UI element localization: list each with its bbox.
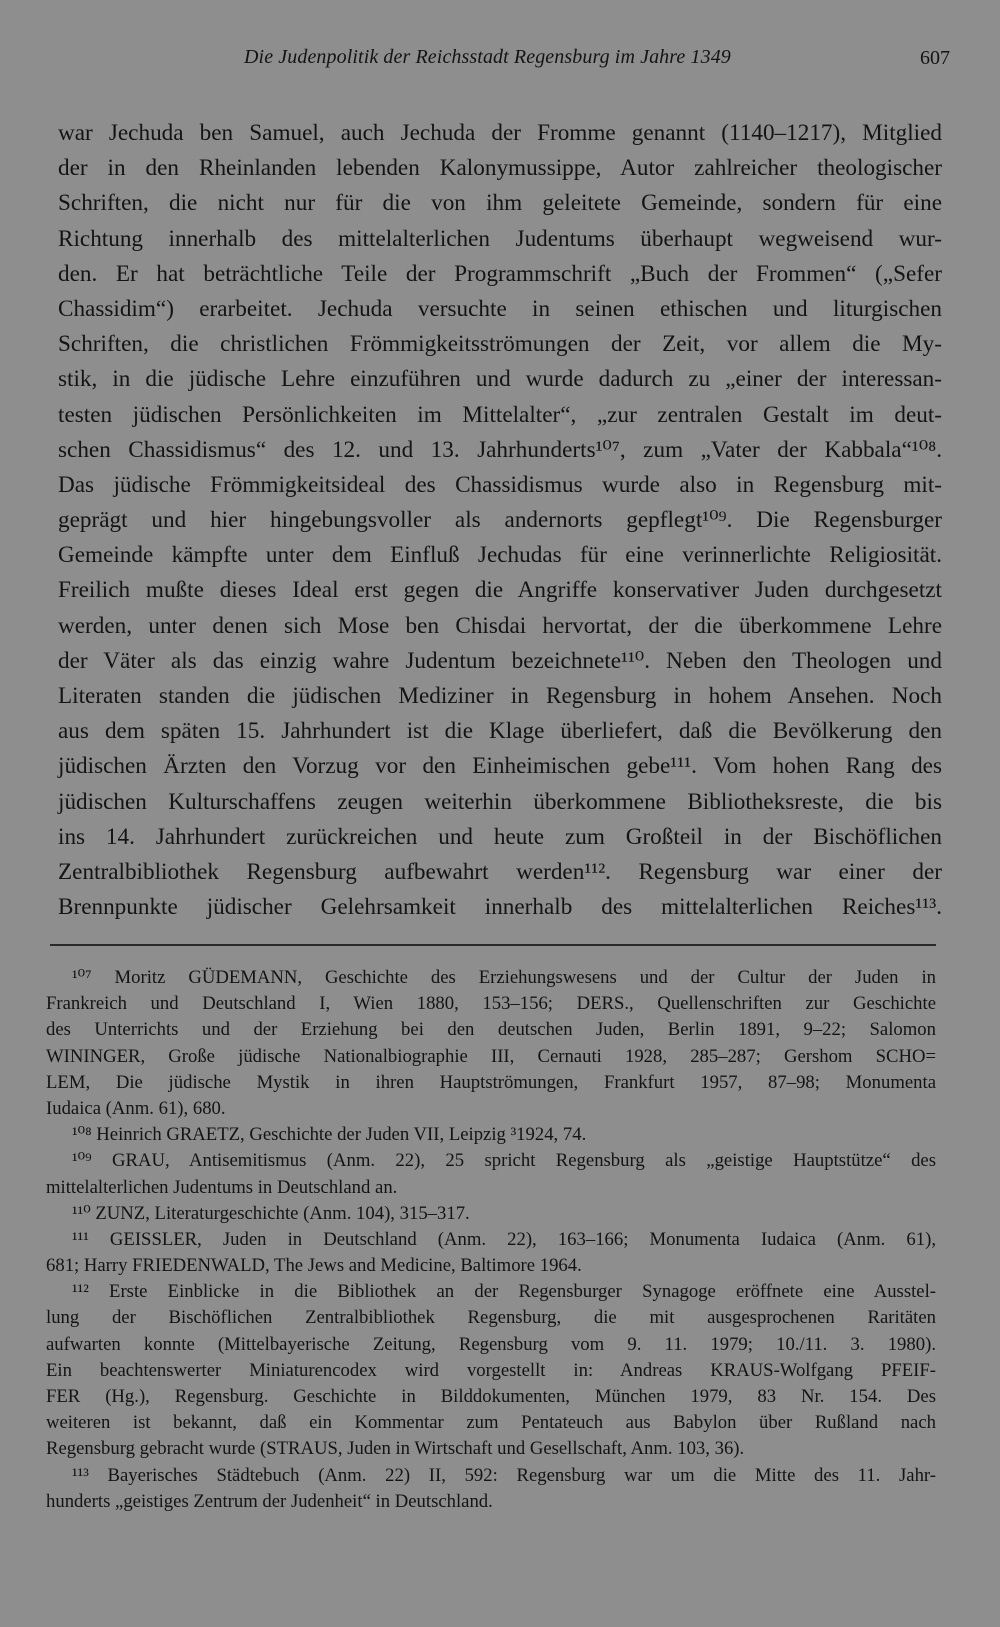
body-line: Zentralbibliothek Regensburg aufbewahrt werden¹¹². Regensburg war einer der xyxy=(58,858,942,885)
body-line: Richtung innerhalb des mittelalterlichen Judentums überhaupt wegweisend wur- xyxy=(58,225,942,252)
footnotes xyxy=(46,965,936,1515)
footnote-line: ¹⁰⁸ Heinrich GRAETZ, Geschichte der Juden VII, Leipzig ³1924, 74. xyxy=(72,1124,587,1146)
body-line: Chassidim“) erarbeitet. Jechuda versuchte in seinen ethischen und liturgischen xyxy=(58,295,942,322)
body-line: testen jüdischen Persönlichkeiten im Mittelalter“, „zur zentralen Gestalt im deut- xyxy=(58,401,942,428)
footnote-line: FER (Hg.), Regensburg. Geschichte in Bilddokumenten, München 1979, 83 Nr. 154. Des xyxy=(46,1386,936,1407)
footnote-line: Ein beachtenswerter Miniaturencodex wird vorgestellt in: Andreas KRAUS-Wolfgang PFEIF- xyxy=(46,1359,936,1381)
body-line: der Väter als das einzig wahre Judentum bezeichnete¹¹⁰. Neben den Theologen und xyxy=(58,647,942,674)
body-line: der in den Rheinlanden lebenden Kalonymussippe, Autor zahlreicher theologischer xyxy=(58,155,942,182)
footnote-line: LEM, Die jüdische Mystik in ihren Hauptströmungen, Frankfurt 1957, 87–98; Monumenta xyxy=(46,1071,936,1093)
footnote-line: Iudaica (Anm. 61), 680. xyxy=(46,1097,226,1119)
footnote-line: hunderts „geistiges Zentrum der Judenheit“ in Deutschland. xyxy=(46,1490,493,1512)
footnote-line: 681; Harry FRIEDENWALD, The Jews and Medicine, Baltimore 1964. xyxy=(46,1255,582,1277)
running-head xyxy=(0,46,1000,76)
body-line: Brennpunkte jüdischer Gelehrsamkeit innerhalb des mittelalterlichen Reiches¹¹³. xyxy=(58,894,942,921)
body-line: schen Chassidismus“ des 12. und 13. Jahrhunderts¹⁰⁷, zum „Vater der Kabbala“¹⁰⁸. xyxy=(58,436,942,463)
footnote-line: des Unterrichts und der Erziehung bei den deutschen Juden, Berlin 1891, 9–22; Salomon xyxy=(46,1019,936,1041)
footnote-line: ¹⁰⁹ GRAU, Antisemitismus (Anm. 22), 25 spricht Regensburg als „geistige Hauptstütze“ des xyxy=(72,1150,936,1172)
footnote-divider xyxy=(50,944,936,946)
footnote-line: Regensburg gebracht wurde (STRAUS, Juden in Wirtschaft und Gesellschaft, Anm. 103, 36). xyxy=(46,1438,745,1460)
body-line: ins 14. Jahrhundert zurückreichen und heute zum Großteil in der Bischöflichen xyxy=(58,823,942,850)
body-line: Freilich mußte dieses Ideal erst gegen die Angriffe konservativer Juden durchgesetzt xyxy=(58,577,942,604)
footnote-line: ¹¹⁰ ZUNZ, Literaturgeschichte (Anm. 104), 315–317. xyxy=(72,1202,470,1224)
body-line: jüdischen Kulturschaffens zeugen weiterhin überkommene Bibliotheksreste, die bis xyxy=(58,788,942,815)
body-line: werden, unter denen sich Mose ben Chisdai hervortat, der die überkommene Lehre xyxy=(58,612,942,639)
body-line: stik, in die jüdische Lehre einzuführen und wurde dadurch zu „einer der interessan- xyxy=(58,366,942,393)
body-line: Literaten standen die jüdischen Mediziner in Regensburg in hohem Ansehen. Noch xyxy=(58,683,942,709)
running-head-title: Die Judenpolitik der Reichsstadt Regensburg im Jahre 1349 xyxy=(244,46,731,68)
body-line: den. Er hat beträchtliche Teile der Programmschrift „Buch der Frommen“ („Sefer xyxy=(58,260,942,287)
footnote-line: ¹⁰⁷ Moritz GÜDEMANN, Geschichte des Erziehungswesens und der Cultur der Juden in xyxy=(72,967,936,988)
footnote-line: weiteren ist bekannt, daß ein Kommentar zum Pentateuch aus Babylon über Rußland nach xyxy=(46,1412,936,1434)
body-line: Das jüdische Frömmigkeitsideal des Chassidismus wurde also in Regensburg mit- xyxy=(58,471,942,498)
body-line: jüdischen Ärzten den Vorzug vor den Einheimischen gebe¹¹¹. Vom hohen Rang des xyxy=(58,753,942,780)
footnote-line: Frankreich und Deutschland I, Wien 1880, 153–156; DERS., Quellenschriften zur Geschichte xyxy=(46,993,936,1015)
body-line: Gemeinde kämpfte unter dem Einfluß Jechudas für eine verinnerlichte Religiosität. xyxy=(58,542,942,569)
footnote-line: ¹¹¹ GEISSLER, Juden in Deutschland (Anm. 22), 163–166; Monumenta Iudaica (Anm. 61), xyxy=(72,1228,936,1250)
footnote-line: WININGER, Große jüdische Nationalbiographie III, Cernauti 1928, 285–287; Gershom SCHO= xyxy=(46,1045,936,1067)
footnote-line: ¹¹² Erste Einblicke in die Bibliothek an der Regensburger Synagoge eröffnete eine Ausstel- xyxy=(72,1281,936,1303)
body-line: aus dem späten 15. Jahrhundert ist die Klage überliefert, daß die Bevölkerung den xyxy=(58,718,942,745)
footnote-line: aufwarten konnte (Mittelbayerische Zeitung, Regensburg vom 9. 11. 1979; 10./11. 3. 1980). xyxy=(46,1333,936,1355)
footnote-line: ¹¹³ Bayerisches Städtebuch (Anm. 22) II, 592: Regensburg war um die Mitte des 11. Jahr- xyxy=(72,1464,936,1486)
body-line: Schriften, die nicht nur für die von ihm geleitete Gemeinde, sondern für eine xyxy=(58,190,942,217)
body-line: Schriften, die christlichen Frömmigkeitsströmungen der Zeit, vor allem die My- xyxy=(58,331,942,358)
body-line: war Jechuda ben Samuel, auch Jechuda der Fromme genannt (1140–1217), Mitglied xyxy=(58,120,942,146)
footnote-line: lung der Bischöflichen Zentralbibliothek Regensburg, die mit ausgesprochenen Raritäten xyxy=(46,1307,936,1329)
body-paragraph xyxy=(58,116,942,925)
body-line: geprägt und hier hingebungsvoller als andernorts gepflegt¹⁰⁹. Die Regensburger xyxy=(58,507,942,534)
footnote-line: mittelalterlichen Judentums in Deutschland an. xyxy=(46,1176,398,1198)
page-number: 607 xyxy=(920,47,950,69)
